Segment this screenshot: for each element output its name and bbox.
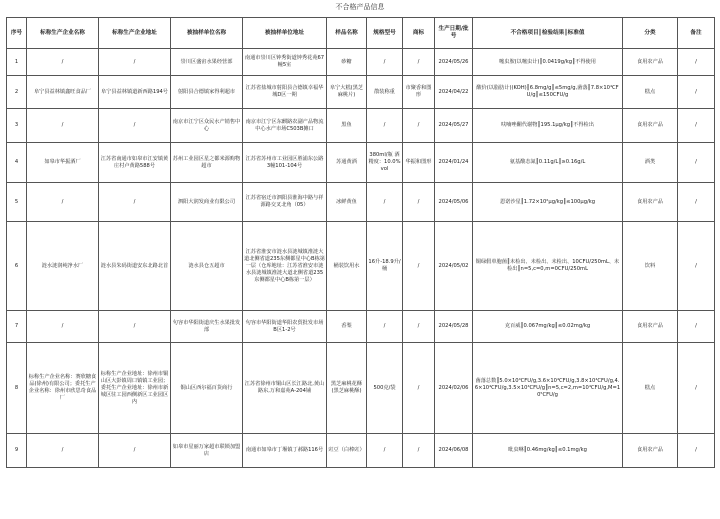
cell-sampled-address: 江苏省苏州市工业园区胜浦东公路3幢101-104号: [243, 143, 327, 183]
cell-product: 豇豆（白棒豇）: [327, 434, 367, 468]
cell-category: 糕点: [623, 343, 678, 434]
cell-manufacturer: 标称生产企业名称：赛欣糖食品(徐州)有限公司；委托生产企业名称：徐州市欣思奇食品厂: [27, 343, 99, 434]
cell-sampled-address: 南通市如皋市丁堰镇丁郝路116号: [243, 434, 327, 468]
cell-brand: /: [403, 109, 435, 143]
cell-category: 食用农产品: [623, 311, 678, 343]
cell-no: 1: [7, 49, 27, 76]
cell-note: /: [678, 76, 715, 109]
table-row: [7, 222, 715, 311]
header-no: 序号: [7, 18, 27, 49]
cell-sampled-unit: 南京市江宁区众民水产销售中心: [171, 109, 243, 143]
cell-issue: 呋喃唑酮代谢物║195.1μg/kg║不得检出: [473, 109, 623, 143]
cell-manufacturer-address: /: [99, 183, 171, 222]
cell-no: 3: [7, 109, 27, 143]
cell-product: 砂糖: [327, 49, 367, 76]
cell-spec: 16升-18.9升/桶: [367, 222, 403, 311]
cell-sampled-address: 江苏省淮安市涟水县涟城镇淮涟大道北侧省道235东侧都星中心B栋第一层（仓库地址：江苏省淮安市涟水县涟城镇淮涟大道北侧省道235东侧都星中心B栋第一层）: [243, 222, 327, 311]
table-row: [7, 109, 715, 143]
cell-manufacturer-address: /: [99, 434, 171, 468]
cell-sampled-unit: 崇川区盛宙水果经营部: [171, 49, 243, 76]
cell-manufacturer: /: [27, 49, 99, 76]
header-spec: 规格型号: [367, 18, 403, 49]
cell-product: 苏通黄酒: [327, 143, 367, 183]
cell-note: /: [678, 143, 715, 183]
header-product: 样品名称: [327, 18, 367, 49]
cell-sampled-address: 南京市江宁区东麒路农副产品物流中心水产市场C503B摊口: [243, 109, 327, 143]
cell-product: 黑芝麻桃花酥(黑芝麻桃酥): [327, 343, 367, 434]
header-note: 备注: [678, 18, 715, 49]
cell-issue: 恩诺沙星║1.72×10²μg/kg║≤100μg/kg: [473, 183, 623, 222]
header-issue: 不合格项目║检验结果║标准值: [473, 18, 623, 49]
table-row: [7, 143, 715, 183]
cell-category: 食用农产品: [623, 109, 678, 143]
cell-manufacturer-address: 涟水县朱码街道安东北路北首: [99, 222, 171, 311]
cell-brand: /: [403, 343, 435, 434]
cell-category: 食用农产品: [623, 49, 678, 76]
cell-date: 2024/05/02: [435, 222, 473, 311]
cell-issue: 噻虫胺(以噻虫计)║0.0419g/kg║不得使用: [473, 49, 623, 76]
cell-brand: /: [403, 311, 435, 343]
cell-sampled-unit: 射阳县合德镇家得利超市: [171, 76, 243, 109]
cell-sampled-address: 句容市华阳街道华阳农贸批发市场B区1-2号: [243, 311, 327, 343]
table-row: [7, 434, 715, 468]
cell-issue: 克百威║0.067mg/kg║≤0.02mg/kg: [473, 311, 623, 343]
cell-manufacturer: 涟水涟润纯净水厂: [27, 222, 99, 311]
cell-date: 2024/06/08: [435, 434, 473, 468]
cell-note: /: [678, 311, 715, 343]
page-title: 不合格产品信息: [335, 3, 385, 11]
cell-spec: /: [367, 311, 403, 343]
cell-manufacturer: /: [27, 183, 99, 222]
cell-manufacturer-address: 阜宁县益林镇道新西路194号: [99, 76, 171, 109]
cell-category: 酒类: [623, 143, 678, 183]
cell-product: 香梨: [327, 311, 367, 343]
header-manufacturer: 标称生产企业名称: [27, 18, 99, 49]
cell-no: 4: [7, 143, 27, 183]
cell-no: 7: [7, 311, 27, 343]
cell-manufacturer-address: /: [99, 311, 171, 343]
cell-manufacturer-address: 江苏省南通市如皋市江安镇黄庄村卢黄路588号: [99, 143, 171, 183]
cell-sampled-unit: 泗阳大润发商业有限公司: [171, 183, 243, 222]
cell-issue: 氨基酸态氮║0.11g/L║≥0.16g/L: [473, 143, 623, 183]
cell-sampled-unit: 如皋市星丽万家超市联锁加盟店: [171, 434, 243, 468]
cell-issue: 吡虫啉║0.46mg/kg║≤0.1mg/kg: [473, 434, 623, 468]
cell-category: 糕点: [623, 76, 678, 109]
cell-spec: /: [367, 109, 403, 143]
header-category: 分类: [623, 18, 678, 49]
cell-sampled-address: 南通市崇川区钟秀街道钟秀花苑67幢5室: [243, 49, 327, 76]
header-date: 生产日期/批号: [435, 18, 473, 49]
cell-sampled-unit: 苏州工业园区星之都米源购物超市: [171, 143, 243, 183]
cell-sampled-unit: 涟水县仓五超市: [171, 222, 243, 311]
cell-product: 冰鲜黄鱼: [327, 183, 367, 222]
cell-issue: 铜绿假单胞菌║未检出、未检出、未检出、10CFU/250mL、未检出║n=5,c=0,m=0CFU/250mL: [473, 222, 623, 311]
cell-spec: 散装称重: [367, 76, 403, 109]
cell-sampled-address: 江苏省徐州市铜山区长江路北,黄山路东,万和嘉苑A-204铺: [243, 343, 327, 434]
header-sampled-unit: 被抽样单位名称: [171, 18, 243, 49]
cell-category: 食用农产品: [623, 183, 678, 222]
cell-no: 5: [7, 183, 27, 222]
cell-issue: 菌落总数║5.0×10⁴CFU/g,3.6×10⁴CFU/g,3.8×10⁴CFU/g,4.6×10⁴CFU/g,3.5×10⁴CFU/g║n=5,c=2,m=10⁴CFU/g,M=10⁵CFU/g: [473, 343, 623, 434]
cell-manufacturer: /: [27, 109, 99, 143]
cell-sampled-address: 江苏省宿迁市泗阳县淮海中路与祥源路交叉北角（05）: [243, 183, 327, 222]
table-row: [7, 343, 715, 434]
table-header-row: [7, 18, 715, 49]
cell-manufacturer-address: 标称生产企业地址：徐州市铜山区大彭镇周口镇镇工业园；委托生产企业地址：徐州市新城区驻工园西侧新区工业园区内: [99, 343, 171, 434]
cell-note: /: [678, 343, 715, 434]
cell-spec: 500克/袋: [367, 343, 403, 434]
header-sampled-address: 被抽样单位地址: [243, 18, 327, 49]
cell-spec: /: [367, 434, 403, 468]
cell-sampled-address: 江苏省盐城市射阳县合德镇幸福华城D区一期: [243, 76, 327, 109]
cell-sampled-unit: 句容市华阳街道庆生水果批发部: [171, 311, 243, 343]
cell-product: 黑鱼: [327, 109, 367, 143]
table-row: [7, 49, 715, 76]
cell-date: 2024/05/06: [435, 183, 473, 222]
cell-date: 2024/01/24: [435, 143, 473, 183]
header-manufacturer-address: 标称生产企业地址: [99, 18, 171, 49]
cell-manufacturer: /: [27, 311, 99, 343]
cell-brand: 市聚香和图形: [403, 76, 435, 109]
cell-manufacturer: 如皋市华振酒厂: [27, 143, 99, 183]
cell-manufacturer: /: [27, 434, 99, 468]
cell-date: 2024/05/27: [435, 109, 473, 143]
cell-brand: /: [403, 49, 435, 76]
cell-issue: 酸价(以脂肪计)(KOH)║6.8mg/g║≤5mg/g,菌落║7.8×10⁴CFU/g║≤150CFU/g: [473, 76, 623, 109]
table-row: [7, 183, 715, 222]
cell-no: 8: [7, 343, 27, 434]
cell-brand: 华振和图形: [403, 143, 435, 183]
cell-manufacturer: 阜宁县益林镇鑫旺食品厂: [27, 76, 99, 109]
cell-no: 2: [7, 76, 27, 109]
cell-category: 食用农产品: [623, 434, 678, 468]
cell-spec: /: [367, 183, 403, 222]
cell-no: 6: [7, 222, 27, 311]
cell-brand: /: [403, 183, 435, 222]
cell-note: /: [678, 222, 715, 311]
cell-brand: /: [403, 434, 435, 468]
cell-date: 2024/02/06: [435, 343, 473, 434]
table-row: [7, 311, 715, 343]
cell-manufacturer-address: /: [99, 49, 171, 76]
cell-no: 9: [7, 434, 27, 468]
nonconforming-products-table: [6, 17, 715, 468]
table-row: [7, 76, 715, 109]
cell-product: 阜宁大糕(黑芝麻桃片): [327, 76, 367, 109]
cell-note: /: [678, 183, 715, 222]
cell-date: 2024/05/28: [435, 311, 473, 343]
cell-note: /: [678, 434, 715, 468]
cell-date: 2024/04/22: [435, 76, 473, 109]
cell-product: 桶装饮用水: [327, 222, 367, 311]
header-brand: 商标: [403, 18, 435, 49]
cell-manufacturer-address: /: [99, 109, 171, 143]
cell-date: 2024/05/26: [435, 49, 473, 76]
cell-brand: /: [403, 222, 435, 311]
cell-sampled-unit: 铜山区西尔福百货商行: [171, 343, 243, 434]
cell-note: /: [678, 49, 715, 76]
cell-note: /: [678, 109, 715, 143]
cell-category: 饮料: [623, 222, 678, 311]
cell-spec: 380ml/瓶 酒精度：10.0%vol: [367, 143, 403, 183]
cell-spec: /: [367, 49, 403, 76]
